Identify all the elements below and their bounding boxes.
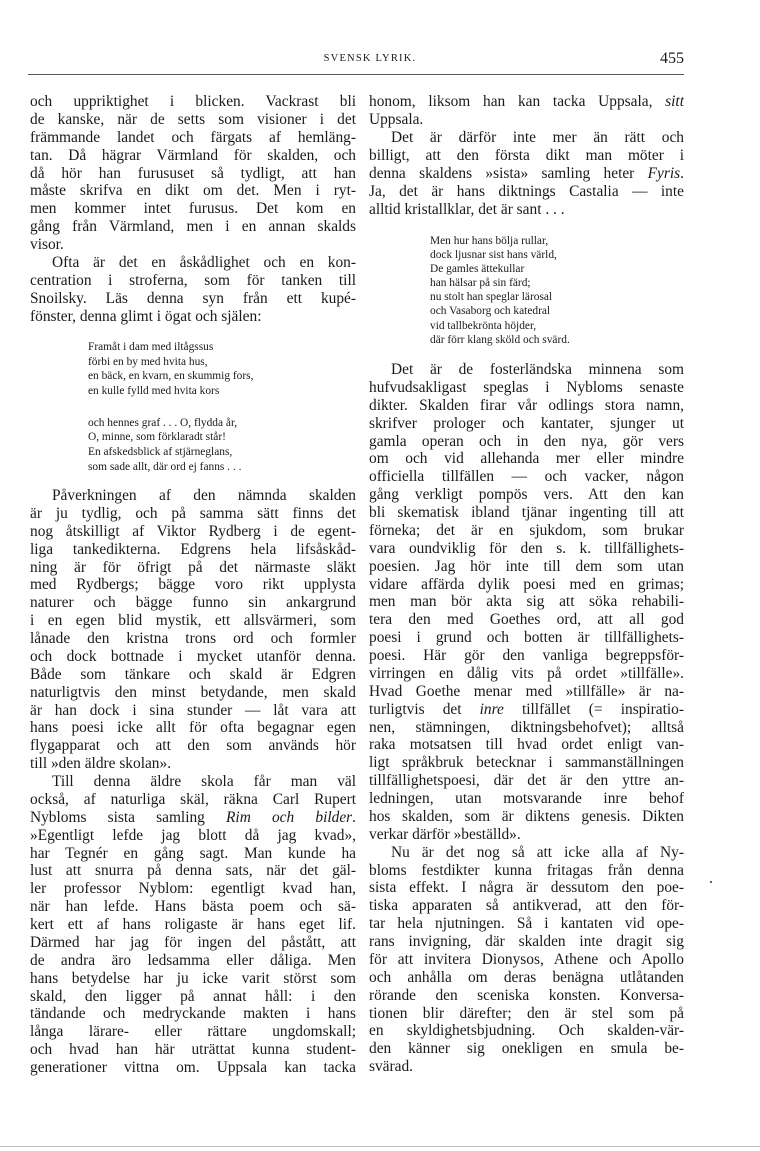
text-line: Både som tänkare och skald är Edgren (30, 665, 356, 683)
text-line: alltid kristallklar, det är sant . . . (369, 200, 565, 218)
text-line (369, 701, 684, 719)
text-line: en skyldighetsbjudning. Och skalden-vär- (369, 1022, 684, 1040)
text-line: raka motsatsen till hvad ordet enligt van- (369, 736, 684, 754)
poem-line: förbi en by med hvita hus, (88, 355, 208, 368)
text-line: är ju tydlig, och på samma sätt finns det (30, 504, 356, 522)
text-line: liga tankedikterna. Edgrens hela lifsåskåd- (30, 540, 356, 558)
text-line: när han lefde. Hans bästa poem och sä- (30, 898, 356, 916)
text-segment: . (352, 808, 356, 826)
text-line: hufvudsakligast speglas i Nybloms senaste (369, 378, 684, 396)
text-line: Snoilsky. Läs denna syn från ett kupé- (30, 289, 356, 307)
text-line: poesien. Jag hör inte till dem som utan (369, 557, 684, 575)
text-line: ler professor Nyblom: egentligt kvad han, (30, 880, 356, 898)
text-line: Därmed har jag för ingen del påstått, att (30, 933, 356, 951)
text-line: nen, stämningen, diktningsbehofvet); alltså (369, 718, 684, 736)
text-line (30, 809, 356, 827)
poem-line: och hennes graf . . . O, flydda år, (88, 416, 238, 429)
text-line: tiska apparaten så antikverad, att den för- (369, 897, 684, 915)
paragraph (369, 129, 684, 218)
poem-line: O, minne, som förklaradt står! (88, 431, 226, 444)
text-line: då hör han furususet så tydligt, att han (30, 164, 356, 182)
text-line: ning är för öfrigt på det närmaste släkt (30, 558, 356, 576)
text-line: de andra äro ledsamma eller dåliga. Men (30, 951, 356, 969)
text-line: gång verkligt pompös vers. Att den kan (369, 486, 684, 504)
paragraph (30, 254, 356, 326)
text-line: har Tegnér en gång sagt. Man kunde ha (30, 844, 356, 862)
text-line: fönster, denna glimt i ögat och själen: (30, 307, 262, 325)
text-line: Ofta är det en åskådlighet och en kon- (52, 254, 356, 271)
text-line: virringen en dålig vits på ordet »tillfälle». (369, 664, 684, 682)
text-line: »Egentligt lefde jag blott då jag kvad», (30, 826, 356, 844)
paragraph (30, 773, 356, 1077)
text-line: tar hela njutningen. Så i kantaten vid ope- (369, 915, 684, 933)
text-line: hans poesi icke allt för ofta begagnar egen (30, 719, 356, 737)
text-line: tionen blir därefter; den är stel som på (369, 1004, 684, 1022)
text-line: dikter. Skalden firar vår odlings stora namn, (369, 396, 684, 414)
text-segment: denna skaldens »sista» samling heter (369, 164, 648, 182)
text-line: och uppriktighet i blicken. Vackrast bli (30, 93, 356, 110)
text-line: lust att snurra på denna sats, när det gäl- (30, 862, 356, 880)
text-line: ligt språkbruk betecknar i sammanställningen (369, 754, 684, 772)
poem-line: som sade allt, där ord ej fanns . . . (88, 460, 242, 473)
italic-title: Fyris (647, 164, 681, 182)
poem-stanza (88, 416, 241, 475)
text-line: med Rydbergs; bägge voro rikt upplysta (30, 576, 356, 594)
text-line: vidare affärda dylik poesi med en grimas; (369, 575, 684, 593)
text-line (369, 93, 684, 111)
text-line: de kanske, när de setts som visioner i det (30, 110, 356, 128)
text-segment: turligtvis det (369, 700, 480, 718)
paragraph (30, 487, 356, 773)
text-line: generationer vittna om. Uppsala kan tacka (30, 1059, 356, 1076)
poem-line: han hälsar på sin färd; (430, 277, 531, 290)
text-line: naturer och bägge funno sin ankargrund (30, 594, 356, 612)
poem-line: De gamles ättekullar (430, 263, 525, 276)
text-line: tan. Då hägrar Värmland för skalden, och (30, 146, 356, 164)
text-line: flygapparat och att den som används hör (30, 737, 356, 755)
text-line: Nu är det nog så att icke alla af Ny- (391, 843, 684, 861)
text-line: svärad. (369, 1058, 414, 1076)
scan-speck (710, 881, 712, 883)
text-line: poesi. Här gör den vanliga begreppsför- (369, 647, 684, 664)
text-line: Påverkningen af den nämnda skalden (52, 487, 356, 504)
text-segment: Nybloms sista samling (30, 808, 227, 826)
text-line: sista effekt. I några är dessutom den poe- (369, 879, 684, 897)
text-line: nog åtskilligt af Viktor Rydberg i de egent- (30, 522, 356, 540)
text-line: och anhålla om deras benägna utlåtanden (369, 968, 684, 986)
poem-line: Framåt i dam med iltågssus (88, 341, 214, 353)
text-line: gång från Värmland, men i en annan skalds (30, 218, 356, 236)
text-line: Till denna äldre skola får man väl (52, 773, 356, 790)
text-line: poesi i grund och botten är tillfällighets- (369, 629, 684, 647)
text-line: visor. (30, 236, 64, 253)
text-line: Det är de fosterländska minnena som (391, 361, 684, 378)
text-line: skald, den ligger på annat håll: i den (30, 987, 356, 1005)
text-line: den känner sig onekligen en smula be- (369, 1040, 684, 1058)
text-line: hos skalden, som är diktens genesis. Dikten (369, 807, 684, 825)
text-line: också, af naturliga skäl, räkna Carl Rupert (30, 790, 356, 808)
running-header-title: SVENSK LYRIK. (323, 53, 417, 64)
text-line: kert ett af hans roligaste är hans eget lif. (30, 916, 356, 933)
poem-line: dock ljusnar sist hans värld, (430, 249, 557, 262)
text-line: hans betydelse har ju icke varit störst som (30, 969, 356, 987)
text-line: lånade den kristna trons ord och formler (30, 630, 356, 647)
text-line: Det är därför inte mer än rätt och (391, 129, 684, 146)
text-line: billigt, att den första dikt man möter i (369, 146, 684, 164)
text-line: tändande och medryckande makten i hans (30, 1005, 356, 1023)
paragraph (369, 93, 684, 129)
text-line: centration i stroferna, som för tanken till (30, 271, 356, 289)
poem-line: nu stolt han speglar lärosal (430, 291, 553, 304)
text-segment: honom, liksom han kan tacka Uppsala, (369, 93, 666, 110)
text-line: till »den äldre skolan». (30, 755, 172, 773)
text-line: rans invigning, där skalden inte dragit sig (369, 933, 684, 950)
text-line: Ja, det är hans diktnings Castalia — inte (369, 182, 684, 200)
poem-line: en kulle fylld med hvita kors (88, 385, 220, 398)
header-rule (28, 74, 684, 75)
italic-title: inre (479, 700, 504, 718)
text-line: måste skrifva en dikt om det. Men i ryt- (30, 182, 356, 200)
text-line: främmande landet och färgats af hemläng- (30, 128, 356, 146)
text-line: bli skematisk ibland tjänar ingenting till att (369, 504, 684, 521)
paragraph (369, 844, 684, 1076)
text-line: men man bör akta sig att söka rehabili- (369, 593, 684, 611)
text-line: om och vid allehanda mer eller mindre (369, 450, 684, 468)
text-line: gamla operan och in den nya, gör vers (369, 432, 684, 450)
text-segment: . (680, 164, 684, 182)
poem-line: en bäck, en kvarn, en skummig fors, (88, 370, 254, 383)
text-segment: tillfället (= inspiratio- (503, 700, 684, 718)
text-line: vara oundviklig för den s. k. tillfällighets- (369, 539, 684, 557)
text-line (369, 165, 684, 183)
text-line: tillfällighetspoesi, där det är den yttre an- (369, 772, 684, 790)
text-line: bloms festdikter kunna fritagas från denna (369, 861, 684, 879)
text-line: förneka; det är en sjukdom, som brukar (369, 521, 684, 539)
text-line: för att invitera Dionysos, Athene och Apollo (369, 950, 684, 968)
text-line: men kommer intet furusus. Det kom en (30, 200, 356, 218)
poem-line: där förr klang sköld och svärd. (430, 333, 570, 346)
italic-title: Rim och bilder (226, 808, 353, 826)
poem-stanza (430, 234, 570, 347)
text-line: Uppsala. (369, 110, 424, 128)
text-line: verkar därför »beställd». (369, 825, 521, 843)
text-line: och dock bottnade i mycket utanför denna. (30, 647, 356, 665)
paragraph (30, 93, 356, 254)
italic-title: sitt (665, 93, 684, 110)
text-line: Hvad Goethe menar med »tillfälle» är na- (369, 682, 684, 700)
poem-line: Men hur hans bölja rullar, (430, 235, 549, 247)
text-line: och hvad han här uträttat kunna student- (30, 1041, 356, 1059)
text-line: skrifver prologer och kantater, sjunger ut (369, 414, 684, 432)
bottom-edge-rule (0, 1146, 760, 1147)
text-line: officiella tillfällen — och vacker, någon (369, 468, 684, 486)
poem-stanza (88, 340, 253, 399)
text-line: långa lärare- eller rättare ungdomskall; (30, 1023, 356, 1041)
paragraph (369, 361, 684, 844)
text-line: i en egen blid mystik, ett allsvärmeri, som (30, 612, 356, 630)
text-line: rörande den sceniska konsten. Konversa- (369, 986, 684, 1004)
text-line: naturligtvis den minst betydande, men skald (30, 683, 356, 701)
text-line: ledningen, utan motsvarande inre behof (369, 790, 684, 807)
poem-line: vid tallbekrönta höjder, (430, 319, 537, 332)
page-number: 455 (660, 50, 684, 67)
poem-line: och Vasaborg och katedral (430, 305, 551, 318)
text-line: är han dock i sina stunder — låt vara att (30, 701, 356, 719)
text-line: tera den med Goethes ord, att all god (369, 611, 684, 629)
poem-line: En afskedsblick af stjärneglans, (88, 446, 233, 459)
